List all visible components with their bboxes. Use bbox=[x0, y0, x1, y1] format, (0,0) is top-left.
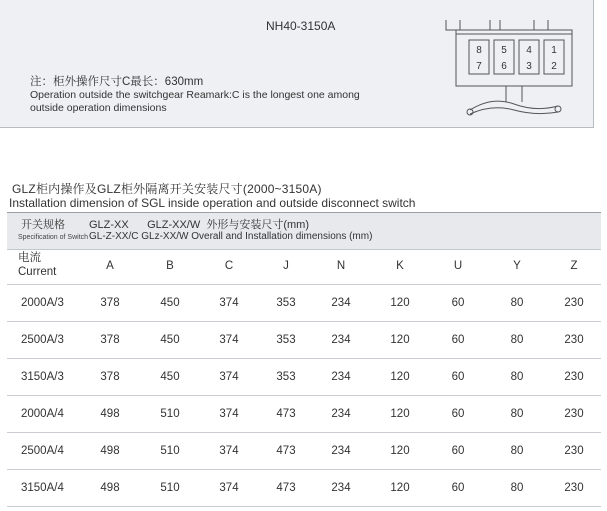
table-cell: 473 bbox=[276, 445, 296, 457]
column-header-u: U bbox=[453, 260, 463, 272]
table-cell: 80 bbox=[510, 371, 524, 383]
row-current-spec: 3150A/4 bbox=[21, 482, 64, 494]
spec-models-english: GL-Z-XX/C GLz-XX/W Overall and Installation dimensions (mm) bbox=[89, 231, 373, 242]
row-current-spec: 2000A/4 bbox=[21, 408, 64, 420]
section-title-english: Installation dimension of SGL inside operation and outside disconnect switch bbox=[9, 196, 416, 210]
row-current-spec: 2000A/3 bbox=[21, 297, 64, 309]
column-header-n: N bbox=[336, 260, 346, 272]
table-cell: 450 bbox=[160, 371, 180, 383]
column-header-c: C bbox=[224, 260, 234, 272]
table-cell: 120 bbox=[390, 445, 410, 457]
row-current-spec: 2500A/4 bbox=[21, 445, 64, 457]
table-cell: 234 bbox=[331, 297, 351, 309]
table-cell: 510 bbox=[160, 408, 180, 420]
top-panel bbox=[0, 0, 594, 128]
table-cell: 120 bbox=[390, 297, 410, 309]
terminal-label-7: 7 bbox=[476, 61, 482, 72]
table-cell: 374 bbox=[219, 408, 239, 420]
table-cell: 498 bbox=[100, 445, 120, 457]
table-cell: 510 bbox=[160, 482, 180, 494]
table-cell: 60 bbox=[451, 482, 465, 494]
table-header bbox=[7, 212, 601, 250]
table-row bbox=[7, 433, 601, 470]
table-row bbox=[7, 359, 601, 396]
table-cell: 60 bbox=[451, 297, 465, 309]
table-cell: 498 bbox=[100, 482, 120, 494]
table-cell: 378 bbox=[100, 371, 120, 383]
table-cell: 60 bbox=[451, 371, 465, 383]
table-row bbox=[7, 285, 601, 322]
table-cell: 80 bbox=[510, 334, 524, 346]
table-cell: 80 bbox=[510, 445, 524, 457]
column-header-row bbox=[7, 248, 601, 285]
table-cell: 378 bbox=[100, 297, 120, 309]
terminal-label-6: 6 bbox=[501, 61, 507, 72]
column-header-y: Y bbox=[513, 260, 521, 272]
table-cell: 353 bbox=[276, 297, 296, 309]
section-title-chinese: GLZ柜内操作及GLZ柜外隔离开关安装尺寸(2000~3150A) bbox=[12, 182, 322, 196]
table-cell: 230 bbox=[564, 371, 584, 383]
column-header-k: K bbox=[396, 260, 404, 272]
table-row bbox=[7, 396, 601, 433]
table-row bbox=[7, 470, 601, 507]
table-cell: 234 bbox=[331, 334, 351, 346]
table-cell: 378 bbox=[100, 334, 120, 346]
table-cell: 234 bbox=[331, 445, 351, 457]
spec-label-chinese: 开关规格 bbox=[21, 219, 65, 231]
table-cell: 510 bbox=[160, 445, 180, 457]
table-cell: 60 bbox=[451, 408, 465, 420]
terminal-label-4: 4 bbox=[526, 45, 532, 56]
table-cell: 120 bbox=[390, 482, 410, 494]
row-current-spec: 3150A/3 bbox=[21, 371, 64, 383]
column-header-z: Z bbox=[570, 260, 578, 272]
table-cell: 473 bbox=[276, 408, 296, 420]
table-cell: 80 bbox=[510, 482, 524, 494]
table-cell: 234 bbox=[331, 371, 351, 383]
terminal-label-3: 3 bbox=[526, 61, 532, 72]
terminal-label-8: 8 bbox=[476, 45, 482, 56]
table-cell: 60 bbox=[451, 334, 465, 346]
current-label bbox=[18, 251, 56, 279]
current-label-english: Current bbox=[18, 266, 57, 278]
table-cell: 230 bbox=[564, 334, 584, 346]
spec-models-chinese: GLZ-XX GLZ-XX/W 外形与安装尺寸(mm) bbox=[89, 219, 309, 231]
table-cell: 450 bbox=[160, 334, 180, 346]
note-english: Operation outside the switchgear Reamark:C is the longest one among outside operation dimensions bbox=[30, 89, 360, 114]
terminal-label-2: 2 bbox=[551, 61, 557, 72]
table-cell: 80 bbox=[510, 408, 524, 420]
table-cell: 230 bbox=[564, 408, 584, 420]
column-header-b: B bbox=[166, 260, 174, 272]
model-title: NH40-3150A bbox=[266, 19, 336, 33]
current-label-chinese: 电流 bbox=[18, 252, 41, 264]
terminal-label-5: 5 bbox=[501, 45, 507, 56]
terminal-label-1: 1 bbox=[551, 45, 557, 56]
table-cell: 234 bbox=[331, 408, 351, 420]
table-cell: 80 bbox=[510, 297, 524, 309]
table-cell: 353 bbox=[276, 371, 296, 383]
table-cell: 374 bbox=[219, 445, 239, 457]
table-cell: 230 bbox=[564, 445, 584, 457]
column-header-a: A bbox=[106, 260, 114, 272]
table-cell: 60 bbox=[451, 445, 465, 457]
table-cell: 230 bbox=[564, 297, 584, 309]
table-cell: 473 bbox=[276, 482, 296, 494]
terminal-block-diagram bbox=[436, 12, 586, 124]
table-row bbox=[7, 322, 601, 359]
table-cell: 120 bbox=[390, 408, 410, 420]
table-cell: 234 bbox=[331, 482, 351, 494]
table-cell: 374 bbox=[219, 334, 239, 346]
table-cell: 120 bbox=[390, 371, 410, 383]
table-cell: 374 bbox=[219, 482, 239, 494]
table-cell: 374 bbox=[219, 297, 239, 309]
table-cell: 374 bbox=[219, 371, 239, 383]
table-cell: 353 bbox=[276, 334, 296, 346]
table-cell: 498 bbox=[100, 408, 120, 420]
table-cell: 230 bbox=[564, 482, 584, 494]
column-header-j: J bbox=[283, 260, 289, 272]
table-cell: 120 bbox=[390, 334, 410, 346]
table-cell: 450 bbox=[160, 297, 180, 309]
row-current-spec: 2500A/3 bbox=[21, 334, 64, 346]
note-chinese: 注：柜外操作尺寸C最长：630mm bbox=[30, 76, 204, 88]
spec-label-english: Specification of Switch bbox=[18, 234, 89, 241]
